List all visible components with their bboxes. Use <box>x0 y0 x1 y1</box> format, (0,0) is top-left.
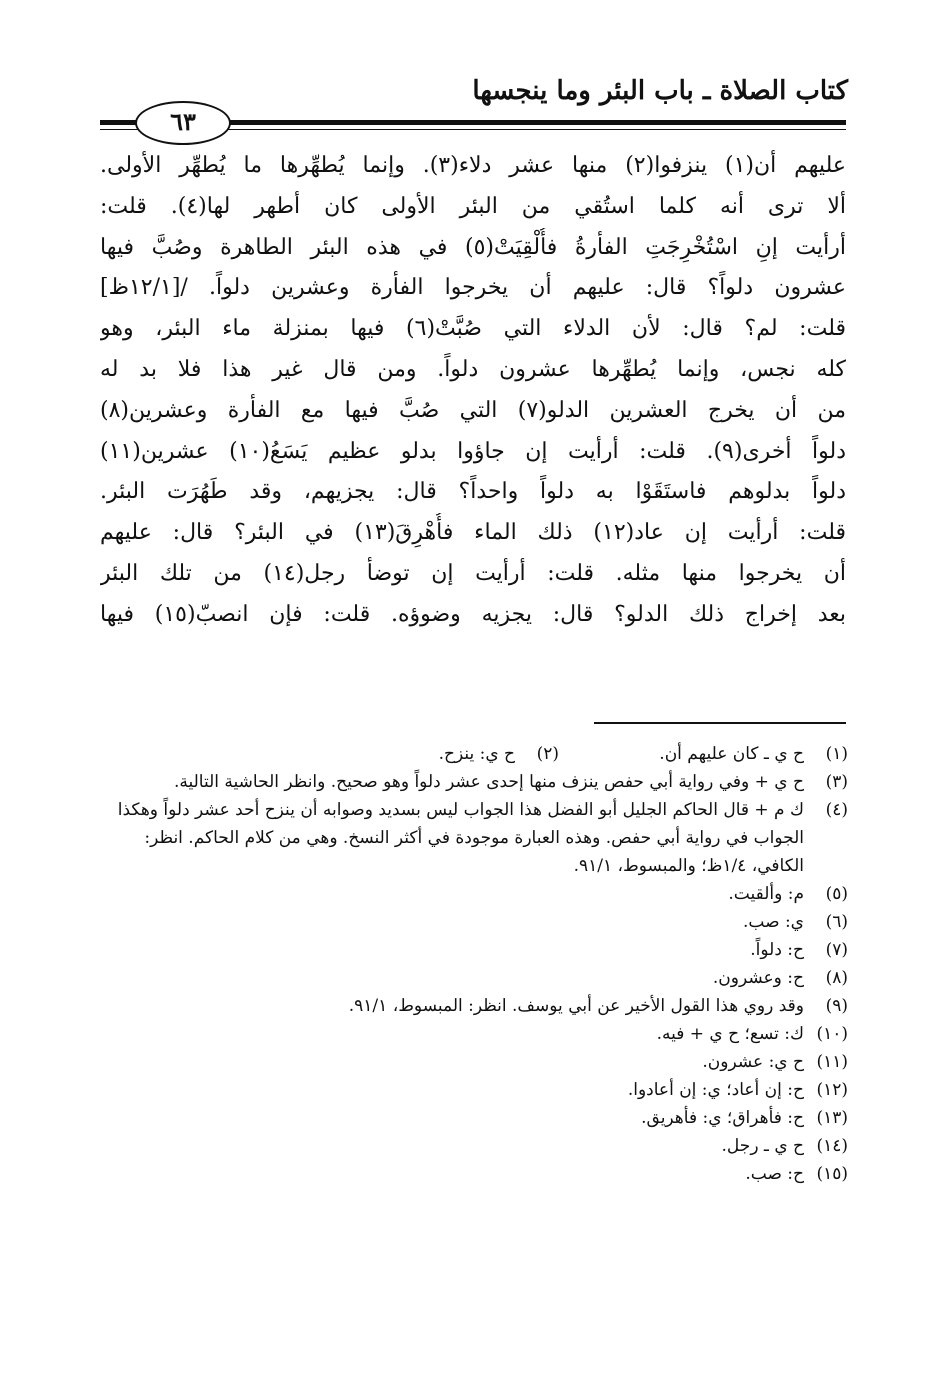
footnote-number: (١١) <box>816 1052 848 1072</box>
footnote <box>100 908 848 936</box>
text-line: عليهم أن(١) ينزفوا(٢) منها عشر دلاء(٣). وإنما يُطهِّرها ما يُطهِّر الأولى. <box>100 153 846 178</box>
footnote-number: (٤) <box>825 800 848 820</box>
page-number-badge: ٦٣ <box>135 101 231 145</box>
footnote-text: ح: فأهراق؛ ي: فأهريق. <box>641 1108 804 1128</box>
footnote <box>100 964 848 992</box>
footnote-text: وقد روي هذا القول الأخير عن أبي يوسف. انظر: المبسوط، ٩١/١. <box>348 996 804 1016</box>
footnote <box>100 936 848 964</box>
running-header-title: كتاب الصلاة ـ باب البئر وما ينجسها <box>472 76 848 106</box>
text-line: ألا ترى أنه كلما استُقي من البئر الأولى كان أطهر لها(٤). قلت: <box>100 193 846 219</box>
text-line: دلواً أخرى(٩). قلت: أرأيت إن جاؤوا بدلو عظيم يَسَعُ(١٠) عشرين(١١) <box>100 438 846 464</box>
footnote <box>100 796 848 880</box>
footnote <box>100 1132 848 1160</box>
main-text <box>100 146 846 636</box>
footnote-number: (١٣) <box>816 1108 848 1128</box>
footnote <box>100 1048 848 1076</box>
footnote-text: ح: صب. <box>745 1164 804 1184</box>
footnote-text: ح ي ـ كان عليهم أن. <box>659 744 804 764</box>
footnote <box>100 1160 848 1188</box>
text-line: عشرون دلواً؟ قال: عليهم أن يخرجوا الفأرة وعشرين دلواً. /[١٢/١ظ] <box>100 275 846 301</box>
footnote-text: ح: إن أعاد؛ ي: إن أعادوا. <box>627 1080 804 1100</box>
footnote-number: (١) <box>825 744 848 764</box>
text-line: أن يخرجوا منها مثله. قلت: أرأيت إن توضأ رجل(١٤) من تلك البئر <box>100 560 846 586</box>
footnotes <box>100 740 848 1188</box>
footnote-text: م: وألقيت. <box>728 884 804 904</box>
footnote-text: ح: دلواً. <box>750 940 804 960</box>
footnote-text: ح: وعشرون. <box>712 968 804 988</box>
footnote-text: ح ي ـ رجل. <box>721 1136 804 1156</box>
text-line: كله نجس، وإنما يُطهِّرها عشرون دلواً. ومن قال غير هذا فلا بد له <box>100 356 846 382</box>
footnote-number: (٥) <box>825 884 848 904</box>
footnote-text: ح ي: ينزح. <box>438 744 515 764</box>
footnote <box>100 1020 848 1048</box>
footnote <box>100 1104 848 1132</box>
text-line: بعد إخراج ذلك الدلو؟ قال: يجزيه وضوؤه. قلت: فإن انصبّ(١٥) فيها <box>100 601 846 627</box>
text-line: دلواً بدلوهم فاستَقَوْا به دلواً واحداً؟ قال: يجزيهم، وقد طَهُرَت البئر. <box>100 479 846 505</box>
footnote-number: (١٢) <box>816 1080 848 1100</box>
footnote-separator <box>594 722 846 724</box>
text-line: قلت: لم؟ قال: لأن الدلاء التي صُبَّتْ(٦) فيها بمنزلة ماء البئر، وهو <box>100 316 846 342</box>
footnote <box>100 880 848 908</box>
footnote-number: (٧) <box>825 940 848 960</box>
footnote-text: ح ي + وفي رواية أبي حفص ينزف منها إحدى عشر دلواً وهو صحيح. وانظر الحاشية التالية. <box>173 772 804 792</box>
text-line: قلت: أرأيت إن عاد(١٢) ذلك الماء فأُهْرِقَ(١٣) في البئر؟ قال: عليهم <box>100 520 846 546</box>
text-line: من أن يخرج العشرين الدلو(٧) التي صُبَّ فيها مع الفأرة وعشرين(٨) <box>100 397 846 423</box>
footnote <box>100 1076 848 1104</box>
footnote <box>100 768 848 796</box>
footnote-text: ي: صب. <box>743 912 804 932</box>
text-line: أرأيت إنِ اسْتُخْرِجَتِ الفأرةُ فأُلْقِيَتْ(٥) في هذه البئر الطاهرة وصُبَّ فيها <box>100 234 846 260</box>
footnote-number: (٣) <box>825 772 848 792</box>
footnote-number: (١٤) <box>816 1136 848 1156</box>
footnote <box>100 992 848 1020</box>
footnote-number: (١٥) <box>816 1164 848 1184</box>
footnote-text: ك م + قال الحاكم الجليل أبو الفضل هذا الجواب ليس بسديد وصوابه أن ينزح أحد عشر دلواً وهكذا الجواب في رواية أبي حفص. وهذه العبارة موجودة في أكثر النسخ. وهي من كلام الحاكم. انظر: الكافي، ١/٤ظ؛ والمبسوط، ٩١/١. <box>117 800 804 876</box>
footnote-number: (٢) <box>536 744 559 764</box>
footnote-number: (٦) <box>825 912 848 932</box>
footnote-pair-row <box>100 740 848 768</box>
footnote-text: ح ي: عشرون. <box>702 1052 804 1072</box>
footnote-number: (٩) <box>825 996 848 1016</box>
footnote-number: (٨) <box>825 968 848 988</box>
footnote-text: ك: تسع؛ ح ي + فيه. <box>656 1024 804 1044</box>
footnote-number: (١٠) <box>816 1024 848 1044</box>
